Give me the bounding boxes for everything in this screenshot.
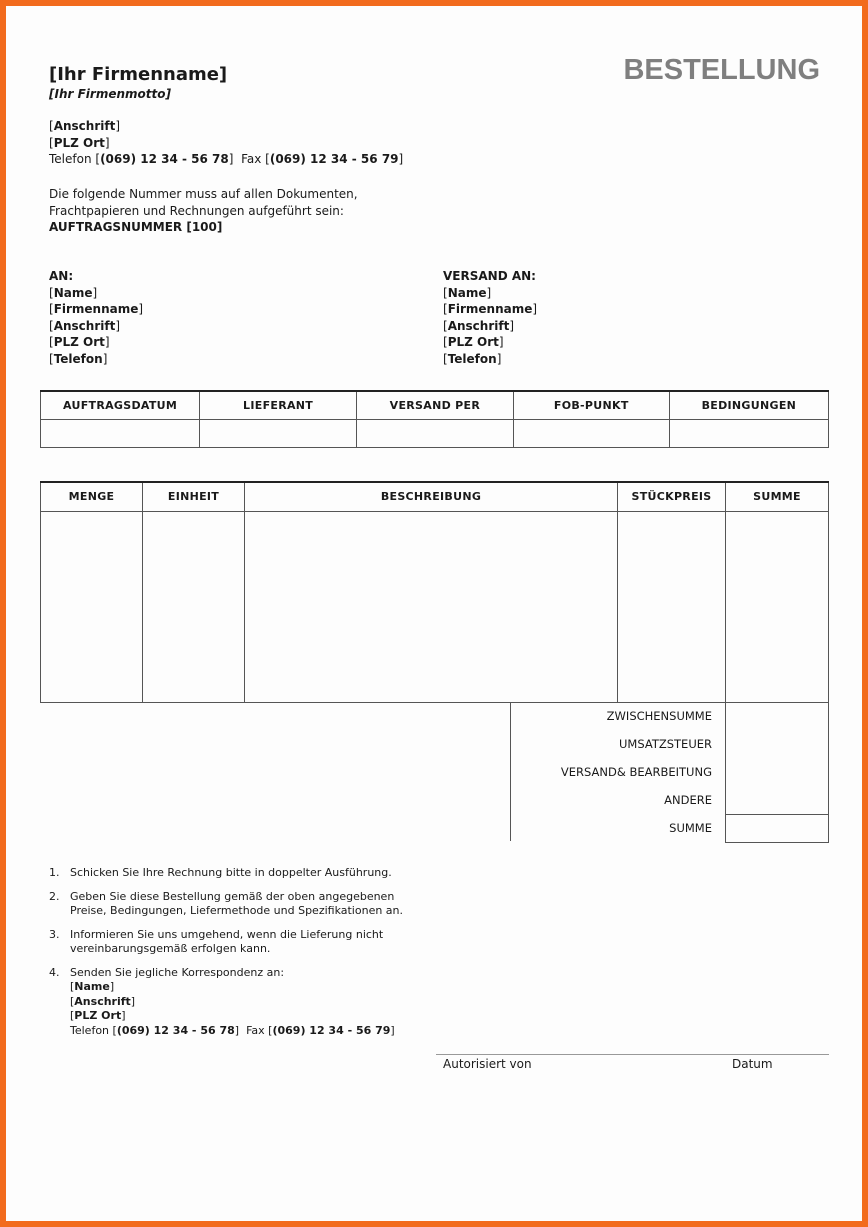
other-value[interactable] bbox=[726, 786, 828, 814]
phone-label: Telefon bbox=[49, 152, 92, 166]
recipient-heading: AN: bbox=[49, 269, 74, 283]
instruction-text: Geben Sie diese Bestellung gemäß der oben angegebenen bbox=[70, 889, 395, 903]
subtotal-value[interactable] bbox=[726, 702, 828, 730]
company-address: Anschrift bbox=[53, 119, 116, 133]
instructions-list bbox=[49, 866, 403, 1047]
ship-to-phone: Telefon bbox=[447, 351, 497, 366]
instruction-item bbox=[49, 866, 403, 881]
signature-line bbox=[436, 1054, 829, 1055]
header-description: BESCHREIBUNG bbox=[245, 482, 618, 511]
unit-cell[interactable] bbox=[143, 511, 245, 702]
instruction-item: 4. Senden Sie jegliche Korrespondenz an: [Name] [Anschrift] [PLZ Ort] Telefon [(069) 12 34 - 56 78] Fax [(069) 12 34 - 56 79] bbox=[49, 965, 395, 1037]
terms-cell[interactable] bbox=[669, 419, 828, 447]
company-address-line: [Anschrift] bbox=[49, 119, 120, 133]
ship-to-address: Anschrift bbox=[447, 318, 510, 333]
instruction-number: 2. bbox=[49, 889, 60, 903]
recipient-block: AN: [Name] [Firmenname] [Anschrift] [PLZ Ort] [Telefon] bbox=[49, 269, 144, 366]
header-ship-via: VERSAND PER bbox=[356, 391, 513, 419]
ship-to-block: VERSAND AN: [Name] [Firmenname] [Anschrift] [PLZ Ort] [Telefon] bbox=[443, 269, 538, 366]
description-cell[interactable] bbox=[245, 511, 618, 702]
instruction-item bbox=[49, 928, 403, 957]
company-address-block bbox=[49, 118, 403, 168]
recipient-name: Name bbox=[53, 285, 93, 300]
totals-labels bbox=[561, 707, 712, 847]
header-fob-point: FOB-PUNKT bbox=[513, 391, 669, 419]
ship-to-city: PLZ Ort bbox=[447, 335, 499, 349]
quantity-cell[interactable] bbox=[41, 511, 143, 702]
contact-address: Anschrift bbox=[74, 994, 131, 1008]
instruction-number: 4. bbox=[49, 965, 60, 979]
recipient-company: Firmenname bbox=[53, 302, 139, 316]
instruction-number: 3. bbox=[49, 927, 60, 941]
company-phone: (069) 12 34 - 56 78 bbox=[100, 152, 229, 166]
header-unit: EINHEIT bbox=[143, 482, 245, 511]
document-title: BESTELLUNG bbox=[623, 54, 820, 86]
instruction-text: Senden Sie jegliche Korrespondenz an: bbox=[70, 965, 285, 979]
header-order-date: AUFTRAGSDATUM bbox=[41, 391, 200, 419]
ship-to-name: Name bbox=[447, 285, 487, 300]
authorized-by-label: Autorisiert von bbox=[443, 1057, 532, 1071]
company-contact-line: Telefon [(069) 12 34 - 56 78] Fax [(069) 12 34 - 56 79] bbox=[49, 152, 404, 166]
total-value[interactable] bbox=[726, 814, 828, 842]
instruction-number: 1. bbox=[49, 866, 60, 879]
instruction-text: Preise, Bedingungen, Liefermethode und Spezifikationen an. bbox=[70, 904, 404, 917]
order-info-table bbox=[40, 390, 829, 448]
contact-phone: (069) 12 34 - 56 78 bbox=[116, 1023, 235, 1037]
total-label: SUMME bbox=[669, 821, 712, 835]
tax-value[interactable] bbox=[726, 730, 828, 758]
supplier-cell[interactable] bbox=[200, 419, 357, 447]
contact-fax-label: Fax bbox=[246, 1023, 265, 1037]
totals-values bbox=[725, 702, 829, 843]
contact-phone-label: Telefon bbox=[70, 1023, 110, 1037]
ship-to-company: Firmenname bbox=[447, 302, 533, 316]
contact-fax: (069) 12 34 - 56 79 bbox=[272, 1023, 391, 1037]
company-name: [Ihr Firmenname] bbox=[49, 64, 228, 85]
header-unit-price: STÜCKPREIS bbox=[618, 482, 726, 511]
other-label: ANDERE bbox=[664, 793, 712, 807]
ship-to-heading: VERSAND AN: bbox=[443, 269, 536, 283]
notice-line-2: Frachtpapieren und Rechnungen aufgeführt sein: bbox=[49, 203, 344, 218]
company-motto: [Ihr Firmenmotto] bbox=[49, 87, 171, 101]
company-fax: (069) 12 34 - 56 79 bbox=[269, 152, 399, 166]
order-number: AUFTRAGSNUMMER [100] bbox=[49, 220, 223, 234]
contact-city: PLZ Ort bbox=[74, 1009, 122, 1022]
order-number-notice bbox=[49, 186, 358, 236]
header-terms: BEDINGUNGEN bbox=[669, 391, 828, 419]
fob-point-cell[interactable] bbox=[513, 419, 669, 447]
company-city: PLZ Ort bbox=[53, 135, 105, 150]
shipping-label: VERSAND& BEARBEITUNG bbox=[560, 765, 712, 779]
line-items-table bbox=[40, 481, 829, 703]
tax-label: UMSATZSTEUER bbox=[619, 737, 712, 751]
order-date-cell[interactable] bbox=[41, 419, 200, 447]
subtotal-label: ZWISCHENSUMME bbox=[606, 709, 712, 723]
instruction-text: vereinbarungsgemäß erfolgen kann. bbox=[70, 942, 271, 955]
header-quantity: MENGE bbox=[41, 482, 143, 511]
notice-line-1: Die folgende Nummer muss auf allen Dokumenten, bbox=[49, 187, 358, 201]
ship-via-cell[interactable] bbox=[356, 419, 513, 447]
fax-label: Fax bbox=[241, 152, 262, 166]
instruction-item bbox=[49, 890, 403, 919]
company-city-line: [PLZ Ort] bbox=[49, 135, 110, 150]
purchase-order-page bbox=[6, 6, 862, 1221]
unit-price-cell[interactable] bbox=[618, 511, 726, 702]
header-supplier: LIEFERANT bbox=[200, 391, 357, 419]
instruction-text: Informieren Sie uns umgehend, wenn die Lieferung nicht bbox=[70, 927, 384, 941]
instruction-text: Schicken Sie Ihre Rechnung bitte in doppelter Ausführung. bbox=[70, 866, 392, 879]
recipient-phone: Telefon bbox=[53, 351, 103, 366]
recipient-address: Anschrift bbox=[53, 318, 116, 333]
contact-name: Name bbox=[74, 980, 110, 993]
totals-divider bbox=[510, 702, 511, 841]
recipient-city: PLZ Ort bbox=[53, 335, 105, 349]
header-line-total: SUMME bbox=[726, 482, 829, 511]
line-total-cell[interactable] bbox=[726, 511, 829, 702]
shipping-value[interactable] bbox=[726, 758, 828, 786]
date-label: Datum bbox=[732, 1057, 773, 1071]
